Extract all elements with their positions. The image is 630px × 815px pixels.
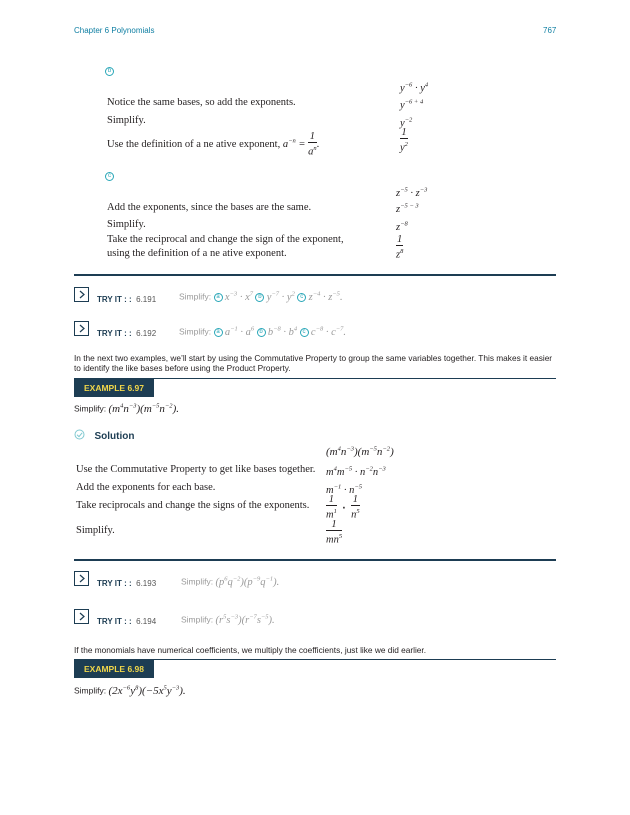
example-98-title: EXAMPLE 6.98: [74, 660, 154, 678]
try-it-problem-6193: Simplify: $(p^6q^{-2})(p^{-9}q^{-1})$.: [181, 575, 280, 588]
chevron-right-icon: [75, 610, 88, 623]
try-it-toggle-6193[interactable]: [74, 571, 89, 586]
part-c-step3-text2: using the definition of a ne ative exponent.: [107, 248, 287, 259]
part-marker-c: c: [105, 168, 114, 186]
chevron-right-icon: [75, 572, 88, 585]
part-c-step2-expr: $z^{-8}$: [396, 220, 408, 233]
example-98-problem: Simplify: $(2x^{-6}y^8)(-5x^5y^{-3})$.: [74, 684, 186, 697]
chevron-right-icon: [75, 322, 88, 335]
solution-header: Solution: [74, 426, 134, 444]
try-it-label-6194: TRY IT : : 6.194: [97, 617, 157, 626]
example-97-step1-text: Use the Commutative Property to get like bases together.: [76, 464, 316, 475]
part-b-step3-expr: $\frac{1}{y^2}$: [400, 127, 408, 154]
part-b-step2-expr: $y^{-2}$: [400, 116, 413, 129]
example-97-expr0: $(m^4n^{-3})(m^{-5}n^{-2})$: [326, 445, 394, 458]
try-it-toggle-6194[interactable]: [74, 609, 89, 624]
example-97-step4-text: Simplify.: [76, 525, 115, 536]
check-circle-icon: [74, 429, 85, 440]
example-97-step3-expr: $\frac{1}{m^1}$ · $\frac{1}{n^5}$: [326, 494, 360, 521]
example-97-step1-expr: $m^4m^{-5} \cdot n^{-2}n^{-3}$: [326, 465, 386, 478]
example-97-step2-expr: $m^{-1} \cdot n^{-5}$: [326, 483, 362, 496]
part-c-expr0: $z^{-5} \cdot z^{-3}$: [396, 186, 428, 199]
chevron-right-icon: [75, 288, 88, 301]
try-it-toggle-6192[interactable]: [74, 321, 89, 336]
try-it-problem-6192: Simplify: a $a^{-1} \cdot a^6$ b $b^{-8} \cdot b^4$ c $c^{-8} \cdot c^{-7}$.: [179, 325, 347, 338]
part-b-step1-text: Notice the same bases, so add the exponents.: [107, 97, 296, 108]
part-b-step2-text: Simplify.: [107, 115, 146, 126]
part-b-step3-text: Use the definition of a ne ative exponent, $a^{-n}$ = $\frac{1}{a^n}$ .: [107, 131, 320, 158]
example-97-end-divider: [74, 559, 556, 561]
example-97-problem: Simplify: $(m^4n^{-3})(m^{-5}n^{-2})$.: [74, 402, 179, 415]
example-97-title: EXAMPLE 6.97: [74, 379, 154, 397]
example-97-step4-expr: $\frac{1}{mn^5}$: [326, 519, 343, 546]
part-c-step3-text1: Take the reciprocal and change the sign of the exponent,: [107, 234, 344, 245]
try-it-problem-6194: Simplify: $(r^5s^{-3})(r^{-7}s^{-5})$.: [181, 613, 275, 626]
part-c-step2-text: Simplify.: [107, 219, 146, 230]
try-it-label-6192: TRY IT : : 6.192: [97, 329, 157, 338]
section-divider: [74, 274, 556, 276]
part-marker-b: b: [105, 63, 114, 81]
intro-paragraph-97: In the next two examples, we’ll start by using the Commutative Property to group the same variables together. This makes it easier to identify the like bases before using the Product Property.: [74, 353, 553, 373]
part-c-step1-text: Add the exponents, since the bases are the same.: [107, 202, 312, 213]
intro-paragraph-98: If the monomials have numerical coefficients, we multiply the coefficients, just like we did earlier.: [74, 645, 427, 655]
try-it-toggle-6191[interactable]: [74, 287, 89, 302]
try-it-label-6193: TRY IT : : 6.193: [97, 579, 157, 588]
chapter-title: Chapter 6 Polynomials: [74, 26, 155, 35]
try-it-label-6191: TRY IT : : 6.191: [97, 295, 157, 304]
example-97-step2-text: Add the exponents for each base.: [76, 482, 216, 493]
part-b-expr0: $y^{-6} \cdot y^4$: [400, 81, 429, 94]
example-97-step3-text: Take reciprocals and change the signs of the exponents.: [76, 500, 310, 511]
part-b-step1-expr: $y^{-6 + 4}$: [400, 98, 424, 111]
page-number: 767: [543, 26, 557, 35]
part-c-step3-expr: $\frac{1}{z^8}$: [396, 234, 404, 261]
try-it-problem-6191: Simplify: a $x^{-3} \cdot x^7$ b $y^{-7} \cdot y^2$ c $z^{-4} \cdot z^{-5}$.: [179, 290, 343, 303]
part-c-step1-expr: $z^{-5 - 3}$: [396, 202, 419, 215]
